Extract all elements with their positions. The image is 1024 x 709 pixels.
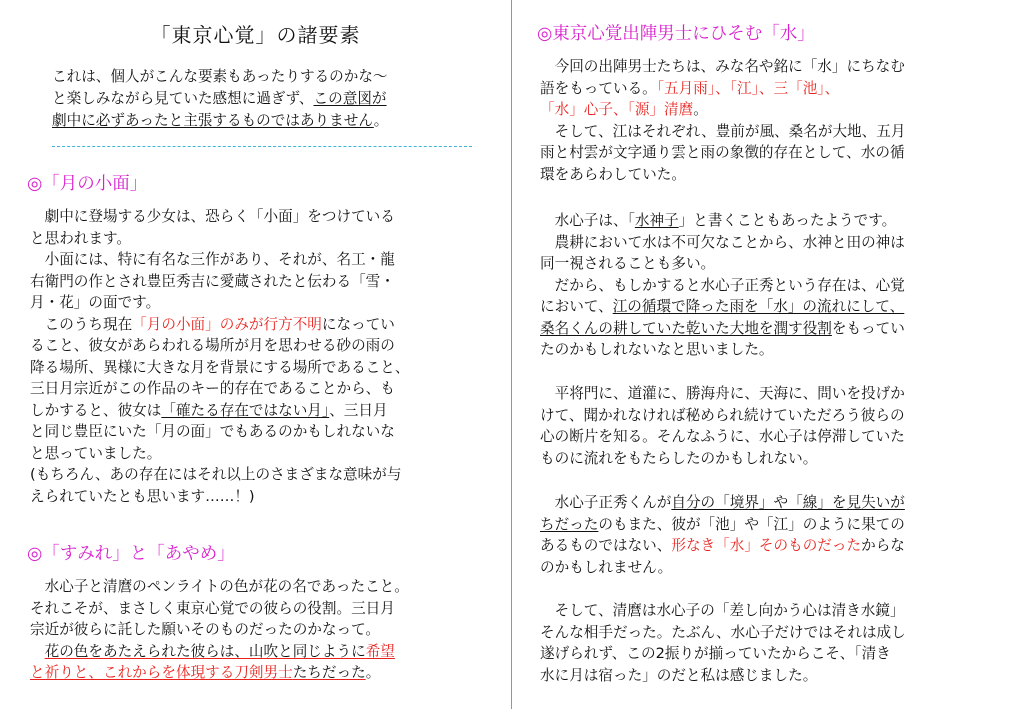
highlight-text: 「水」心子、「源」清麿 [540,101,694,118]
body-line: のかもしれません。 [540,558,673,576]
body-line: 平将門に、道灌に、勝海舟に、天海に、問いを投げか [540,385,905,402]
body-line: と思っていました。 [30,444,162,462]
body-text: 語をもっている。 [540,79,657,97]
body-line: そんな相手だった。たぶん、水心子だけではそれは成し [540,623,906,641]
body-line [30,641,409,663]
intro-disclaimer [52,66,482,132]
body-line: 水心子と清麿のペンライトの色が花の名であったこと。 [30,578,409,595]
section-heading-tsuki-no-koomote: ◎「月の小面」 [27,174,148,194]
intro-text: 。 [373,112,389,129]
body-line: 水に月は宿った」のだと私は感じました。 [540,666,818,684]
body-line [540,296,905,318]
underlined-text: ちだった [540,515,599,533]
underlined-text: 花の色をあたえられた彼らは、山吹と同じように [44,642,366,660]
body-line: そして、江はそれぞれ、豊前が風、桑名が大地、五月 [540,122,906,140]
body-text: において、 [540,298,613,315]
body-line: 月・花」の面です。 [30,294,161,311]
body-text: からな [861,537,905,554]
body-text: 」と書くこともあったようです。 [678,212,897,229]
paragraph-water-mirror [540,600,906,686]
body-line: 劇中に登場する少女は、恐らく「小面」をつけている [30,208,395,225]
body-text: このうち現在 [30,315,133,333]
body-text: 、三日月 [329,401,388,419]
body-line: 小面には、特に有名な三作があり、それが、名工・龍 [30,251,395,268]
body-line: と思われます。 [30,229,131,247]
paragraph-suishinko [540,210,905,361]
section-heading-sumire-ayame: ◎「すみれ」と「あやめ」 [27,544,235,564]
body-line: 今回の出陣男士たちは、みな名や銘に「水」にちなむ [540,58,905,75]
body-line: それこそが、まさしく東京心覚での彼らの役割。三日月 [30,599,395,617]
section-body-sumire-ayame [30,576,409,684]
highlight-text: 「月の小面」のみが行方不明 [132,315,322,333]
body-line [30,400,409,422]
body-text: 水心子は、「 [540,212,635,229]
body-line [540,514,905,536]
paragraph-questions [540,383,905,469]
underlined-text: たちだった [292,664,366,681]
intro-text: と楽しみながら見ていた感想に過ぎず、 [52,90,314,107]
body-text: のもまた、彼が「池」や「江」のように果ての [598,515,905,533]
underlined-text: 水神子 [634,212,679,229]
body-line [30,662,409,684]
body-line: 農耕において水は不可欠なことから、水神と田の神は [540,233,905,251]
underlined-text: 江の循環で降った雨を「水」の流れにして、 [612,298,905,315]
body-line: だから、もしかすると水心子正秀という存在は、心覚 [540,276,905,294]
body-text: 。 [365,664,381,681]
body-line: そして、清麿は水心子の「差し向かう心は清き水鏡」 [540,602,905,619]
body-line [540,99,905,121]
body-text: しかすると、彼女は [30,401,162,419]
body-text: 。 [693,101,708,118]
body-line: けて、聞かれなければ秘められ続けていただろう彼らの [540,406,905,424]
section-heading-water: ◎東京心覚出陣男士にひそむ「水」 [537,24,815,44]
intro-underlined-text: この意図が [313,90,387,107]
body-line: 心の断片を知る。そんなふうに、水心子は停滞していた [540,428,905,445]
body-line: (もちろん、あの存在にはそれ以上のさまざまな意味が与 [30,466,402,483]
body-line [540,535,905,557]
underlined-text: 自分の「境界」や「線」を見失いが [671,494,905,511]
highlight-text: 希望 [365,642,395,660]
body-text [30,643,45,660]
body-text: をもってい [831,319,905,337]
body-text: 水心子正秀くんが [540,494,672,511]
body-line: 雨と村雲が文字通り雲と雨の象徴的存在として、水の循 [540,144,905,161]
body-line: ること、彼女があらわれる場所が月を思わせる砂の雨の [30,337,395,354]
body-line: 右衛門の作とされ豊臣秀吉に愛蔵されたと伝わる「雪・ [30,272,395,290]
body-line: たのかもしれないなと思いました。 [540,341,774,358]
body-line: ものに流れをもたらしたのかもしれない。 [540,449,818,467]
body-line: 環をあらわしていた。 [540,165,686,183]
highlight-text: 「五月雨」、「江」、三「池」、 [656,79,840,97]
body-line: と同じ豊臣にいた「月の面」でもあるのかもしれないな [30,423,395,440]
body-line: えられていたとも思います……！) [30,487,255,505]
body-text: あるものではない、 [540,537,672,554]
page-title: 「東京心覚」の諸要素 [150,23,361,47]
intro-line: これは、個人がこんな要素もあったりするのかな～ [52,68,388,85]
body-line [540,318,905,340]
underlined-text: 「確たる存在ではない月」 [161,401,330,419]
highlight-text: 形なき「水」そのものだった [671,537,862,554]
paragraph-names-water [540,56,905,185]
intro-line [52,88,482,110]
section-body-tsuki-no-koomote [30,206,409,507]
highlight-text: と祈りと、これからを体現する刀剣男士 [30,664,293,681]
body-line [540,210,905,232]
paragraph-formless-water [540,492,905,578]
body-line: 遂げられず、この2振りが揃っていたからこそ、「清き [540,645,891,662]
body-line [540,492,905,514]
body-line [540,78,905,100]
intro-underlined-text: 劇中に必ずあったと主張するものではありません [52,112,374,129]
body-line: 同一視されることも多い。 [540,255,716,272]
underlined-text: 桑名くんの耕していた乾いた大地を潤す役割 [540,319,832,337]
body-line [30,314,409,336]
body-line: 宗近が彼らに託した願いそのものだったのかなって。 [30,621,380,638]
body-text: になってい [321,315,395,333]
body-line: 降る場所、異様に大きな月を背景にする場所であること、 [30,358,410,376]
dashed-separator [52,146,472,147]
intro-line [52,110,482,132]
body-line: 三日月宗近がこの作品のキー的存在であることから、も [30,380,395,397]
column-divider [511,0,512,709]
